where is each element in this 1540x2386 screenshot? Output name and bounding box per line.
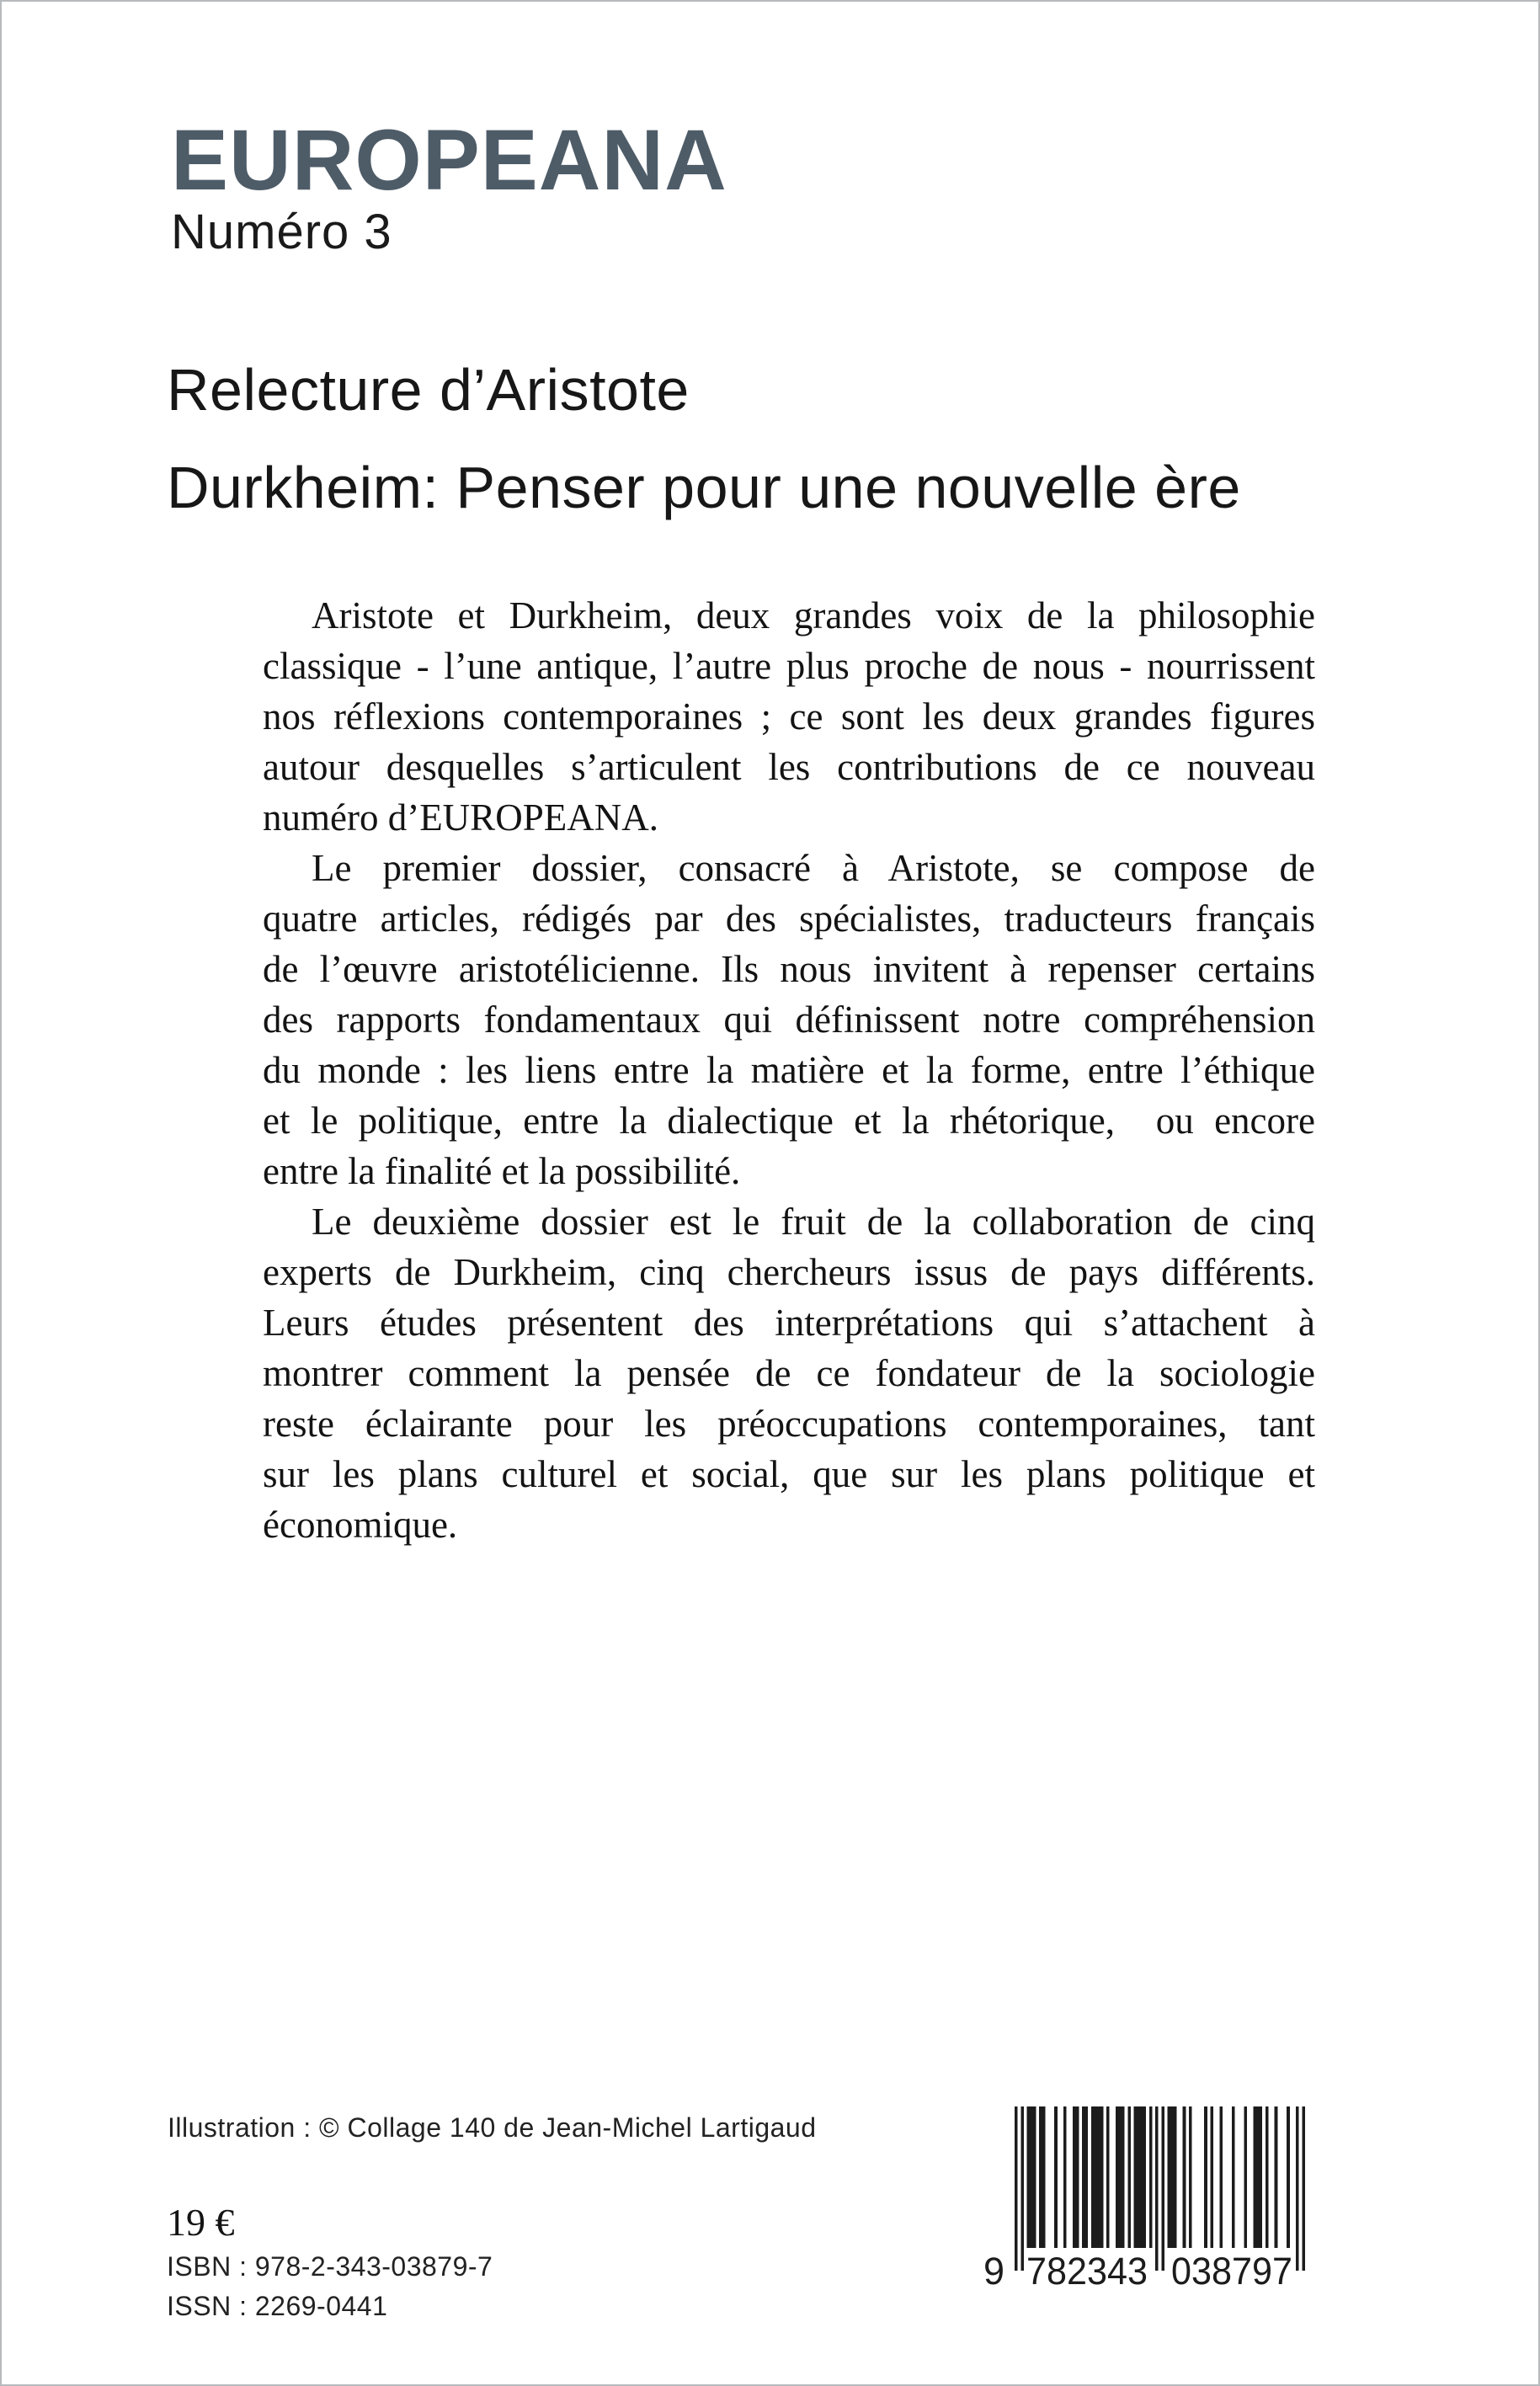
barcode-bar: [1296, 2106, 1299, 2271]
body-line: Le deuxième dossier est le fruit de la collaboration de cinq: [312, 1201, 1315, 1243]
barcode-bar: [1054, 2106, 1058, 2248]
barcode-bar: [1168, 2106, 1177, 2248]
issue-number: Numéro 3: [171, 205, 392, 259]
barcode-bar: [1244, 2106, 1247, 2248]
barcode-bar: [1155, 2106, 1159, 2271]
body-line: et le politique, entre la dialectique et la rhétorique, ou encore: [263, 1100, 1315, 1142]
masthead: [171, 112, 727, 259]
barcode-bar: [1161, 2106, 1164, 2271]
barcode-bar: [1020, 2106, 1024, 2271]
barcode-bar: [1275, 2106, 1278, 2248]
body-line: autour desquelles s’articulent les contributions de ce nouveau: [263, 746, 1315, 788]
body-line: Leurs études présentent des interprétations qui s’attachent à: [263, 1302, 1315, 1344]
barcode-bar: [1127, 2106, 1131, 2248]
barcode-bar: [1082, 2106, 1088, 2248]
barcode-digits-right: 038797: [1171, 2250, 1292, 2287]
barcode-bar: [1039, 2106, 1045, 2248]
body-line: entre la finalité et la possibilité.: [263, 1150, 741, 1192]
barcode-bar: [1210, 2106, 1213, 2248]
body-line: classique - l’une antique, l’autre plus proche de nous - nourrissent: [263, 645, 1315, 687]
illustration-credit: Illustration : © Collage 140 de Jean-Michel Lartigaud: [168, 2112, 817, 2143]
subtitle-line-1: Relecture d’Aristote: [167, 357, 690, 423]
barcode-bar: [1116, 2106, 1125, 2248]
isbn-label: ISBN : 978-2-343-03879-7: [167, 2251, 493, 2282]
body-line: économique.: [263, 1504, 458, 1546]
barcode-bar: [1149, 2106, 1153, 2248]
barcode-bar: [1219, 2106, 1223, 2248]
body-line: sur les plans culturel et social, que sur les plans politique et: [263, 1453, 1315, 1495]
back-cover-blurb: [263, 590, 1315, 1550]
body-line: du monde : les liens entre la matière et la forme, entre l’éthique: [263, 1049, 1315, 1091]
barcode-bar: [1073, 2106, 1079, 2248]
barcode-bar: [1253, 2106, 1262, 2248]
barcode-bar: [1106, 2106, 1110, 2248]
barcode-bar: [1027, 2106, 1036, 2248]
body-line: experts de Durkheim, cinq chercheurs issus de pays différents.: [263, 1251, 1315, 1293]
barcode-bar: [1063, 2106, 1067, 2248]
subtitle-line-2: Durkheim: Penser pour une nouvelle ère: [167, 455, 1241, 520]
barcode-bar: [1302, 2106, 1305, 2271]
issue-subtitle: [167, 341, 1241, 536]
body-line: de l’œuvre aristotélicienne. Ils nous invitent à repenser certains: [263, 948, 1315, 990]
barcode-bar: [1183, 2106, 1186, 2248]
body-line: Le premier dossier, consacré à Aristote, se compose de: [312, 847, 1315, 889]
barcode-digits-left: 782343: [1026, 2250, 1148, 2287]
price-label: 19 €: [167, 2201, 235, 2244]
barcode-svg: [981, 2106, 1305, 2287]
ean13-barcode: [981, 2106, 1305, 2287]
barcode-bars: [1015, 2106, 1305, 2271]
barcode-bar: [1189, 2106, 1192, 2248]
barcode-bar: [1232, 2106, 1235, 2248]
issn-label: ISSN : 2269-0441: [167, 2291, 388, 2321]
body-line: nos réflexions contemporaines ; ce sont les deux grandes figures: [263, 695, 1315, 738]
barcode-bar: [1091, 2106, 1104, 2248]
body-line: quatre articles, rédigés par des spécialistes, traducteurs français: [263, 897, 1315, 940]
body-line: des rapports fondamentaux qui définissent notre compréhension: [263, 999, 1315, 1041]
identifier-block: [167, 2247, 493, 2326]
barcode-bar: [1266, 2106, 1269, 2248]
body-line: montrer comment la pensée de ce fondateur de la sociologie: [263, 1352, 1315, 1394]
barcode-bar: [1287, 2106, 1290, 2248]
body-line: reste éclairante pour les préoccupations contemporaines, tant: [263, 1403, 1315, 1445]
barcode-bar: [1134, 2106, 1147, 2248]
barcode-bar: [1204, 2106, 1207, 2248]
barcode-bar: [1015, 2106, 1018, 2271]
body-line: numéro d’EUROPEANA.: [263, 796, 658, 839]
body-line: Aristote et Durkheim, deux grandes voix de la philosophie: [312, 594, 1315, 636]
magazine-title: EUROPEANA: [171, 112, 727, 208]
barcode-digit-first: 9: [983, 2250, 1004, 2287]
